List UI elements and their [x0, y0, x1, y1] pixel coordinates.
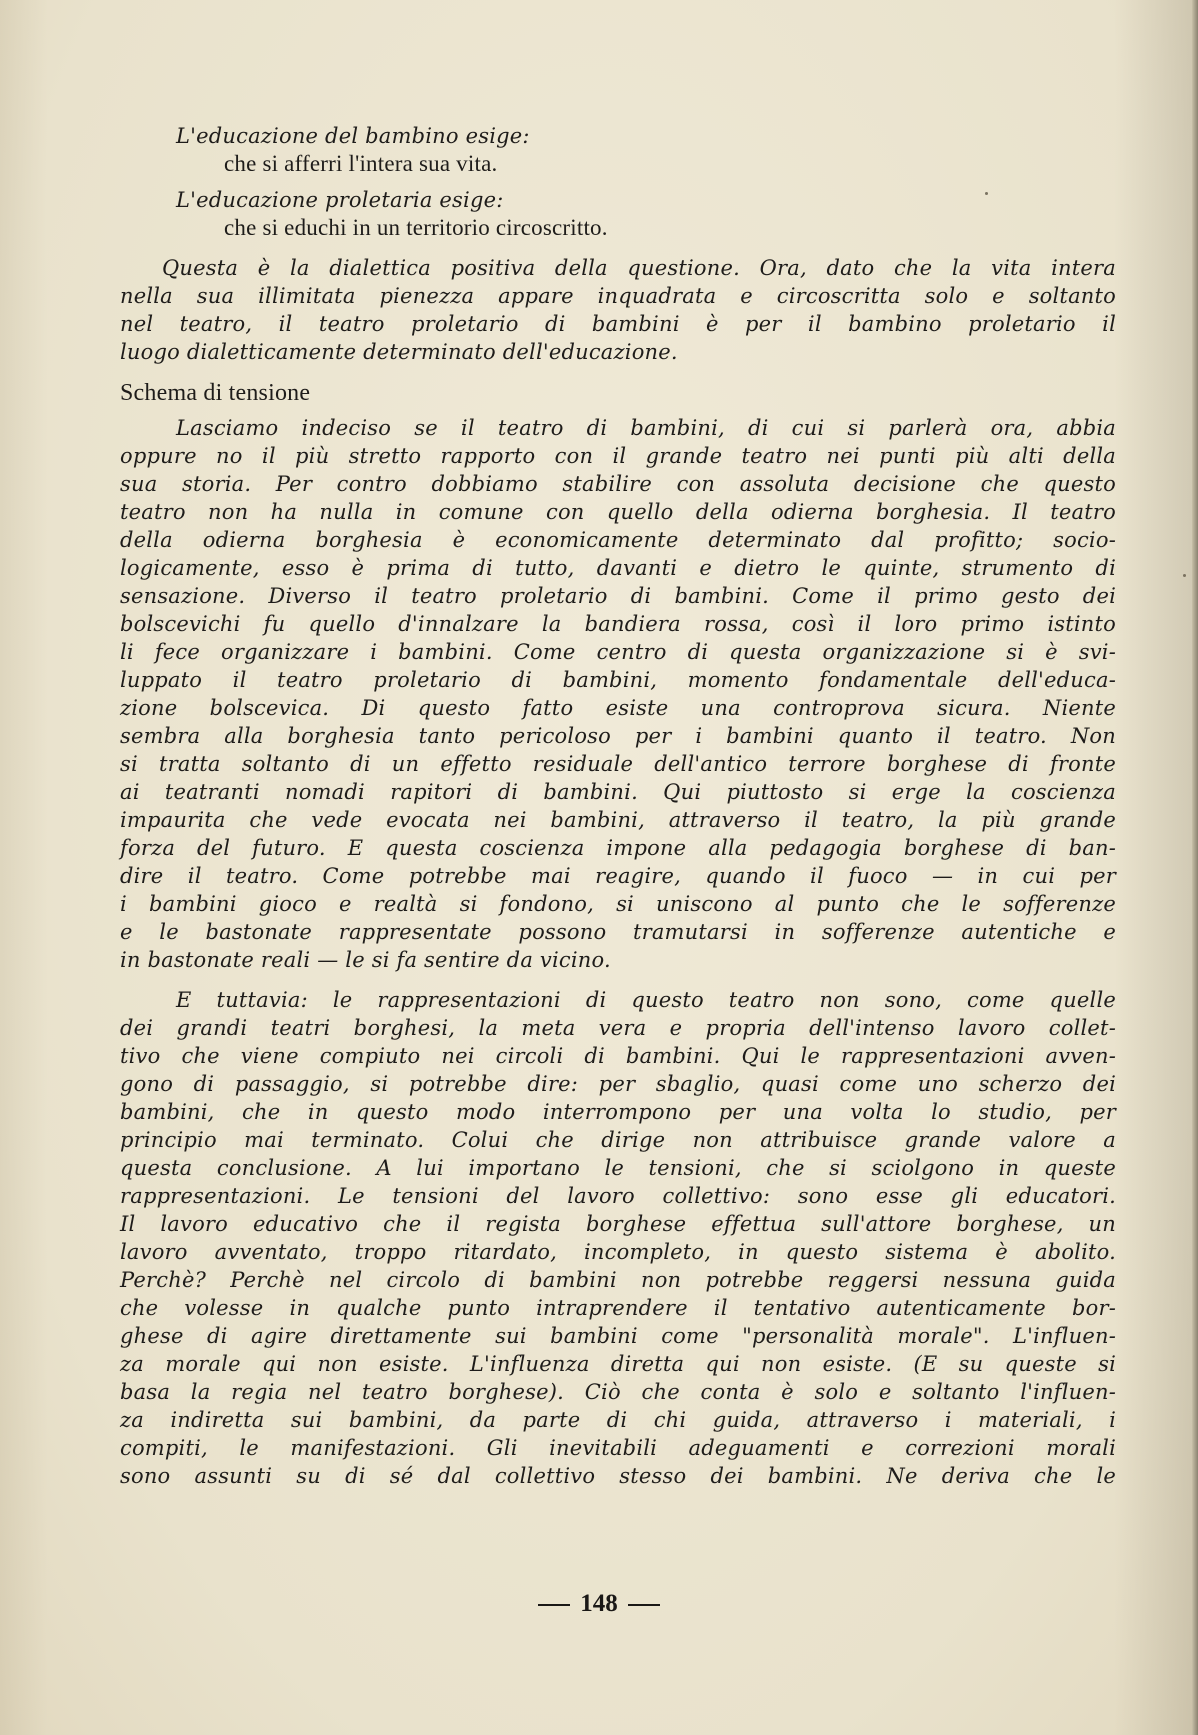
paragraph-line: Perchè? Perchè nel circolo di bambini non potrebbe reggersi nessuna guida — [120, 1268, 1116, 1292]
body-text — [120, 122, 1116, 1490]
paragraph-line: gono di passaggio, si potrebbe dire: per sbaglio, quasi come uno scherzo dei — [120, 1072, 1116, 1096]
paragraph-line: questa conclusione. A lui importano le tensioni, che si sciolgono in queste — [120, 1156, 1116, 1180]
paragraph-line: sensazione. Diverso il teatro proletario di bambini. Come il primo gesto dei — [120, 584, 1116, 608]
paragraph-line: E tuttavia: le rappresentazioni di questo teatro non sono, come quelle — [176, 988, 1116, 1012]
page-edge-shadow — [1192, 0, 1198, 1735]
paragraph-line: e le bastonate rappresentate possono tramutarsi in sofferenze autentiche e — [120, 920, 1116, 944]
stanza-line: che si afferri l'intera sua vita. — [224, 151, 498, 176]
paragraph-line: nel teatro, il teatro proletario di bambini è per il bambino proletario il — [120, 312, 1116, 336]
paragraph-line: della odierna borghesia è economicamente determinato dal profitto; socio- — [120, 528, 1116, 552]
paragraph-line: si tratta soltanto di un effetto residuale dell'antico terrore borghese di fronte — [120, 752, 1116, 776]
paragraph-line: i bambini gioco e realtà si fondono, si uniscono al punto che le sofferenze — [120, 892, 1116, 916]
paragraph-line: che volesse in qualche punto intraprendere il tentativo autenticamente bor- — [120, 1296, 1116, 1320]
paragraph-line: compiti, le manifestazioni. Gli inevitabili adeguamenti e correzioni morali — [120, 1436, 1116, 1460]
paragraph-line: in bastonate reali — le si fa sentire da vicino. — [120, 948, 611, 972]
paragraph-line: ghese di agire direttamente sui bambini come "personalità morale". L'influen- — [120, 1324, 1116, 1348]
paragraph-line: logicamente, esso è prima di tutto, davanti e dietro le quinte, strumento di — [120, 556, 1116, 580]
section-heading: Schema di tensione — [120, 380, 311, 406]
paper-speck — [1183, 574, 1186, 577]
paragraph-line: forza del futuro. E questa coscienza impone alla pedagogia borghese di ban- — [120, 836, 1116, 860]
paragraph-line: oppure no il più stretto rapporto con il grande teatro nei punti più alti della — [120, 444, 1116, 468]
page-number-dash-left — [538, 1604, 570, 1606]
stanza-line: L'educazione proletaria esige: — [176, 188, 504, 212]
page-number-value: 148 — [580, 1590, 618, 1617]
page-number — [0, 1590, 1198, 1618]
paragraph-line: za morale qui non esiste. L'influenza diretta qui non esiste. (E su queste si — [120, 1352, 1116, 1376]
paragraph-line: sono assunti su di sé dal collettivo stesso dei bambini. Ne deriva che le — [120, 1464, 1116, 1488]
stanza-line: L'educazione del bambino esige: — [176, 124, 530, 148]
paragraph-line: lavoro avventato, troppo ritardato, incompleto, in questo sistema è abolito. — [120, 1240, 1116, 1264]
page-number-dash-right — [628, 1604, 660, 1606]
paragraph-line: principio mai terminato. Colui che dirige non attribuisce grande valore a — [120, 1128, 1116, 1152]
paragraph-line: impaurita che vede evocata nei bambini, attraverso il teatro, la più grande — [120, 808, 1116, 832]
paragraph-line: Questa è la dialettica positiva della questione. Ora, dato che la vita intera — [162, 256, 1116, 280]
paragraph-line: sua storia. Per contro dobbiamo stabilire con assoluta decisione che questo — [120, 472, 1116, 496]
stanza-line: che si educhi in un territorio circoscritto. — [224, 215, 608, 240]
paragraph-line: Lasciamo indeciso se il teatro di bambini, di cui si parlerà ora, abbia — [176, 416, 1116, 440]
paragraph-line: tivo che viene compiuto nei circoli di bambini. Qui le rappresentazioni avven- — [120, 1044, 1116, 1068]
paragraph-line: dire il teatro. Come potrebbe mai reagire, quando il fuoco — in cui per — [120, 864, 1116, 888]
paragraph-line: zione bolscevica. Di questo fatto esiste una controprova sicura. Niente — [120, 696, 1116, 720]
paragraph-line: bambini, che in questo modo interrompono per una volta lo studio, per — [120, 1100, 1116, 1124]
paragraph-line: bolscevichi fu quello d'innalzare la bandiera rossa, così il loro primo istinto — [120, 612, 1116, 636]
paragraph-line: luppato il teatro proletario di bambini, momento fondamentale dell'educa- — [120, 668, 1116, 692]
paragraph-line: li fece organizzare i bambini. Come centro di questa organizzazione si è svi- — [120, 640, 1116, 664]
paragraph-line: nella sua illimitata pienezza appare inquadrata e circoscritta solo e soltanto — [120, 284, 1116, 308]
paragraph-line: za indiretta sui bambini, da parte di chi guida, attraverso i materiali, i — [120, 1408, 1116, 1432]
paragraph-line: basa la regia nel teatro borghese). Ciò che conta è solo e soltanto l'influen- — [120, 1380, 1116, 1404]
paragraph-line: Il lavoro educativo che il regista borghese effettua sull'attore borghese, un — [120, 1212, 1116, 1236]
paragraph-line: sembra alla borghesia tanto pericoloso per i bambini quanto il teatro. Non — [120, 724, 1116, 748]
paragraph-line: rappresentazioni. Le tensioni del lavoro collettivo: sono esse gli educatori. — [120, 1184, 1116, 1208]
paragraph-line: dei grandi teatri borghesi, la meta vera e propria dell'intenso lavoro collet- — [120, 1016, 1116, 1040]
paragraph-line: teatro non ha nulla in comune con quello della odierna borghesia. Il teatro — [120, 500, 1116, 524]
paragraph-line: ai teatranti nomadi rapitori di bambini. Qui piuttosto si erge la coscienza — [120, 780, 1116, 804]
paragraph-line: luogo dialetticamente determinato dell'educazione. — [120, 340, 678, 364]
